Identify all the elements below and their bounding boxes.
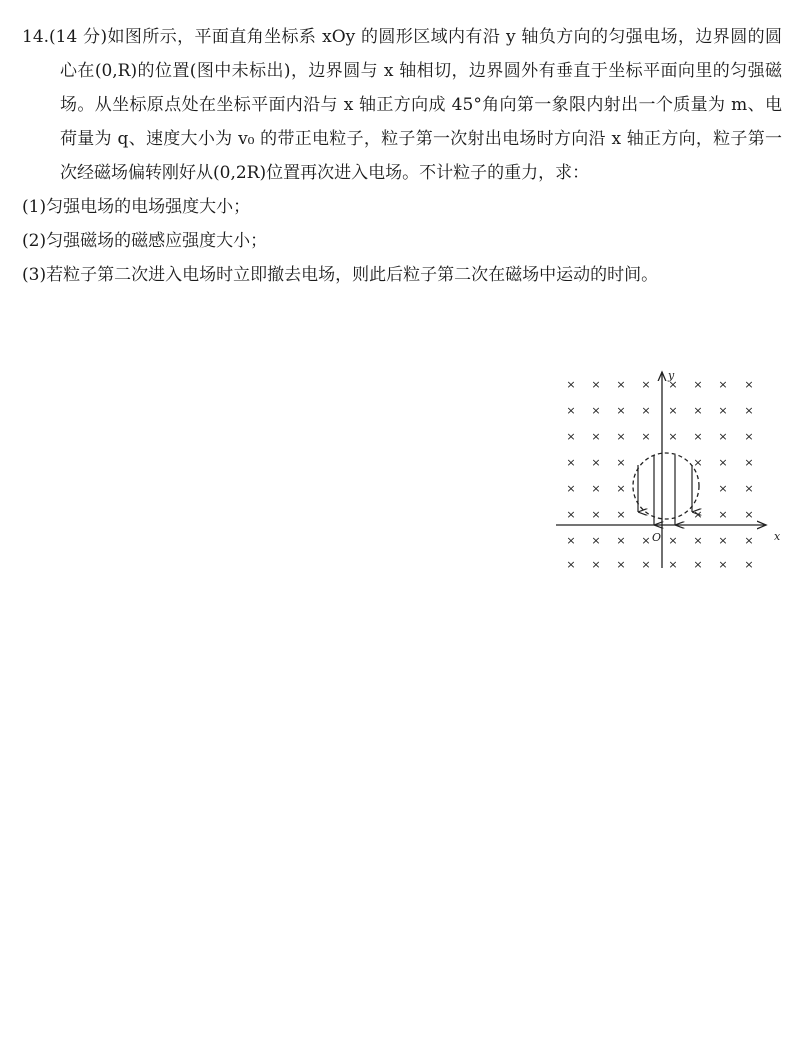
- field-cross-symbol: ×: [668, 558, 678, 571]
- field-cross-symbol: ×: [616, 482, 626, 495]
- field-diagram: [556, 368, 786, 578]
- question-2: (2)匀强磁场的磁感应强度大小；: [22, 231, 268, 251]
- field-cross-symbol: ×: [718, 534, 728, 547]
- field-cross-symbol: ×: [641, 404, 651, 417]
- field-cross-symbol: ×: [616, 456, 626, 469]
- y-axis-label: y: [668, 369, 675, 382]
- field-cross-symbol: ×: [616, 378, 626, 391]
- problem-block: [22, 20, 782, 292]
- field-cross-symbol: ×: [693, 558, 703, 571]
- field-cross-symbol: ×: [591, 534, 601, 547]
- field-cross-symbol: ×: [693, 456, 703, 469]
- field-cross-symbol: ×: [668, 430, 678, 443]
- field-cross-symbol: ×: [566, 482, 576, 495]
- field-cross-symbol: ×: [744, 508, 754, 521]
- field-cross-symbol: ×: [641, 430, 651, 443]
- field-cross-symbol: ×: [744, 378, 754, 391]
- field-cross-symbol: ×: [693, 404, 703, 417]
- field-cross-symbol: ×: [591, 558, 601, 571]
- field-cross-symbol: ×: [718, 456, 728, 469]
- problem-number: 14.: [22, 27, 50, 47]
- field-cross-symbol: ×: [668, 404, 678, 417]
- field-cross-symbol: ×: [566, 456, 576, 469]
- field-cross-symbol: ×: [718, 378, 728, 391]
- field-cross-symbol: ×: [616, 404, 626, 417]
- field-cross-symbol: ×: [693, 534, 703, 547]
- field-cross-symbol: ×: [591, 430, 601, 443]
- question-3: (3)若粒子第二次进入电场时立即撤去电场，则此后粒子第二次在磁场中运动的时间。: [22, 265, 659, 285]
- field-diagram-svg: [556, 368, 786, 578]
- field-cross-symbol: ×: [591, 482, 601, 495]
- field-cross-symbol: ×: [744, 456, 754, 469]
- field-cross-symbol: ×: [591, 508, 601, 521]
- field-cross-symbol: ×: [693, 430, 703, 443]
- field-cross-symbol: ×: [591, 456, 601, 469]
- field-cross-symbol: ×: [744, 558, 754, 571]
- question-1: (1)匀强电场的电场强度大小；: [22, 197, 251, 217]
- field-cross-symbol: ×: [566, 378, 576, 391]
- field-cross-symbol: ×: [591, 378, 601, 391]
- field-cross-symbol: ×: [616, 430, 626, 443]
- field-cross-symbol: ×: [744, 430, 754, 443]
- field-cross-symbol: ×: [566, 430, 576, 443]
- field-cross-symbol: ×: [641, 558, 651, 571]
- field-cross-symbol: ×: [718, 430, 728, 443]
- problem-stem: [22, 20, 782, 190]
- field-cross-symbol: ×: [566, 508, 576, 521]
- field-cross-symbol: ×: [566, 404, 576, 417]
- field-cross-symbol: ×: [668, 378, 678, 391]
- field-cross-symbol: ×: [616, 534, 626, 547]
- field-cross-symbol: ×: [744, 482, 754, 495]
- field-cross-symbol: ×: [591, 404, 601, 417]
- x-axis-label: x: [774, 530, 781, 543]
- field-cross-symbol: ×: [718, 558, 728, 571]
- field-cross-symbol: ×: [616, 508, 626, 521]
- field-cross-symbol: ×: [693, 378, 703, 391]
- problem-stem-text: (14 分)如图所示，平面直角坐标系 xOy 的圆形区域内有沿 y 轴负方向的匀强电场，边界圆的圆心在(0,R)的位置(图中未标出)，边界圆与 x 轴相切，边界圆外有垂直于坐标平面向里的匀强磁场。从坐标原点处在坐标平面内沿与 x 轴正方向成 45°角向第一象限内射出一个质量为 m、电荷量为 q、速度大小为 v₀ 的带正电粒子，粒子第一次射出电场时方向沿 x 轴正方向，粒子第一次经磁场偏转刚好从(0,2R)位置再次进入电场。不计粒子的重力，求：: [49, 27, 782, 183]
- field-cross-symbol: ×: [718, 508, 728, 521]
- field-cross-symbol: ×: [718, 482, 728, 495]
- field-cross-symbol: ×: [641, 378, 651, 391]
- field-cross-symbol: ×: [693, 508, 703, 521]
- field-cross-symbol: ×: [566, 534, 576, 547]
- field-cross-symbol: ×: [718, 404, 728, 417]
- field-cross-symbol: ×: [616, 558, 626, 571]
- field-cross-symbol: ×: [744, 404, 754, 417]
- origin-label: O: [652, 531, 662, 544]
- field-cross-symbol: ×: [744, 534, 754, 547]
- field-cross-symbol: ×: [566, 558, 576, 571]
- field-cross-symbol: ×: [641, 534, 651, 547]
- field-boundary-circle: [633, 453, 699, 519]
- field-cross-symbol: ×: [668, 534, 678, 547]
